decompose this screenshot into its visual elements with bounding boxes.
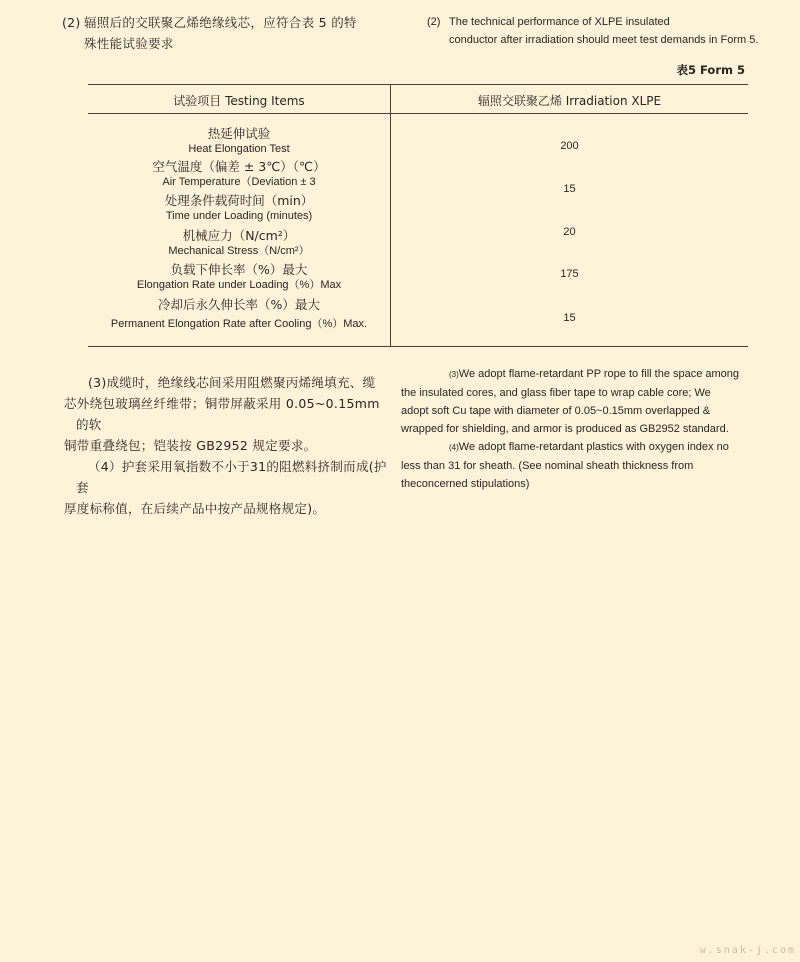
item-en: Air Temperature（Deviation ± 3 xyxy=(162,176,316,188)
table-row-item xyxy=(88,228,390,259)
note-zh-3-line3: 铜带重叠绕包；铠装按 GB2952 规定要求。 xyxy=(64,438,317,453)
table-header-rule xyxy=(88,113,748,114)
note-en-4 xyxy=(401,438,755,493)
table-value: 15 xyxy=(563,312,576,324)
notes-english xyxy=(401,365,755,493)
item-zh: 处理条件载荷时间（min） xyxy=(164,193,314,208)
item-zh: 空气温度（偏差 ± 3℃）（℃） xyxy=(152,159,326,174)
note-en-3-line4: wrapped for shielding, and armor is produced as GB2952 standard. xyxy=(401,423,729,435)
table-row-item xyxy=(88,262,390,293)
intro-english xyxy=(427,13,772,49)
table-value: 175 xyxy=(560,268,579,280)
note-en-3-line2: the insulated cores, and glass fiber tape to wrap cable core; We xyxy=(401,387,711,399)
watermark: w.snak-j.com xyxy=(699,945,796,956)
table-bottom-rule xyxy=(88,346,748,347)
table-row-item xyxy=(88,159,390,190)
intro-en-number: (2) xyxy=(427,16,441,28)
table-top-rule xyxy=(88,84,748,85)
note-en-4-line3: theconcerned stipulations) xyxy=(401,478,530,490)
note-zh-4-line1: （4）护套采用氧指数不小于31的阻燃料挤制而成(护套 xyxy=(76,459,387,495)
intro-zh-line2: 殊性能试验要求 xyxy=(84,36,174,51)
intro-en-line2: conductor after irradiation should meet test demands in Form 5. xyxy=(449,34,759,46)
item-zh: 负载下伸长率（%）最大 xyxy=(170,262,308,277)
note-zh-3-line2: 芯外绕包玻璃丝纤维带；铜带屏蔽采用 0.05~0.15mm 的软 xyxy=(64,396,380,432)
table-row-item xyxy=(88,297,390,332)
note-en-3-line3: adopt soft Cu tape with diameter of 0.05~0.15mm overlapped & xyxy=(401,405,711,417)
intro-chinese xyxy=(62,12,372,54)
note-zh-4-line2: 厚度标称值，在后续产品中按产品规格规定)。 xyxy=(64,501,326,516)
table-caption: 表5 Form 5 xyxy=(676,63,745,77)
item-en: Time under Loading (minutes) xyxy=(165,210,313,222)
intro-en-text1: The technical performance of XLPE insulated xyxy=(449,16,670,28)
item-en: Mechanical Stress（N/cm²） xyxy=(168,245,310,257)
intro-en-line1 xyxy=(427,13,772,31)
note-en-4-line2: less than 31 for sheath. (See nominal sheath thickness from xyxy=(401,460,694,472)
note-zh-4 xyxy=(64,456,396,519)
item-en: Permanent Elongation Rate after Cooling（%）Max. xyxy=(110,318,368,330)
note-en-3-number: (3) xyxy=(449,370,459,379)
note-en-4-number: (4) xyxy=(449,443,459,452)
item-zh: 冷却后永久伸长率（%）最大 xyxy=(158,297,320,312)
note-zh-3-line1: (3)成缆时，绝缘线芯间采用阻燃聚丙烯绳填充、缆 xyxy=(88,375,376,390)
intro-zh-line1 xyxy=(62,12,372,33)
table-row-item xyxy=(88,126,390,157)
intro-zh-text1: 辐照后的交联聚乙烯绝缘线芯，应符合表 5 的特 xyxy=(84,15,357,30)
item-zh: 机械应力（N/cm²） xyxy=(182,228,296,243)
table-column-divider xyxy=(390,84,391,346)
table-value: 200 xyxy=(560,140,579,152)
note-zh-3 xyxy=(64,372,396,456)
note-en-3-line1: We adopt flame-retardant PP rope to fill the space among xyxy=(458,368,740,380)
table-header-xlpe: 辐照交联聚乙烯 Irradiation XLPE xyxy=(477,94,662,108)
table-header-items: 试验项目 Testing Items xyxy=(173,94,305,108)
intro-zh-number: (2) xyxy=(62,15,81,30)
item-en: Heat Elongation Test xyxy=(188,143,290,155)
item-zh: 热延伸试验 xyxy=(207,126,271,141)
table-row-item xyxy=(88,193,390,224)
item-en: Elongation Rate under Loading（%）Max xyxy=(136,279,342,291)
note-en-3 xyxy=(401,365,755,438)
table-value: 15 xyxy=(563,183,576,195)
note-en-4-line1: We adopt flame-retardant plastics with oxygen index no xyxy=(458,441,729,453)
notes-chinese xyxy=(64,372,396,519)
table-value: 20 xyxy=(563,226,576,238)
